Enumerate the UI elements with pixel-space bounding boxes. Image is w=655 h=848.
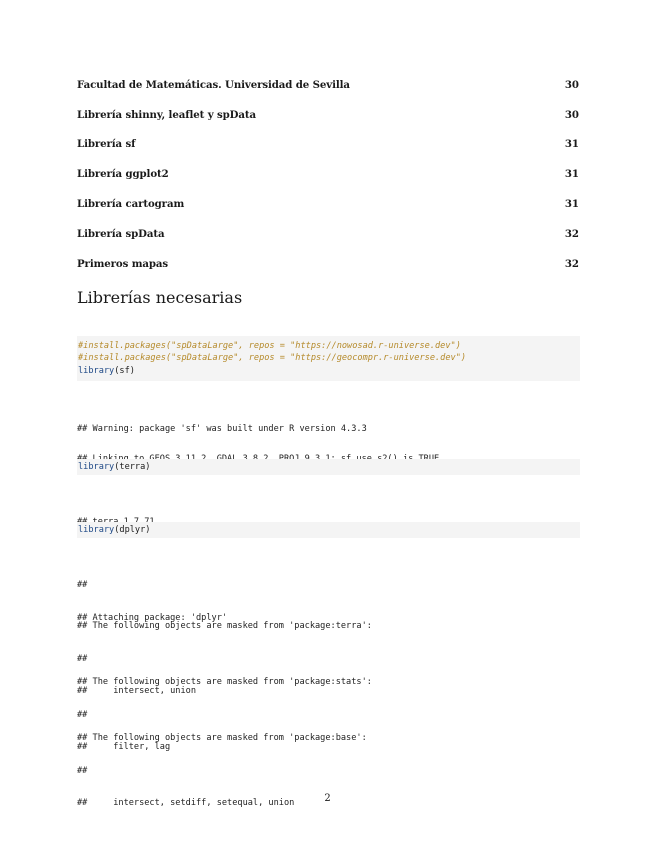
code-function: library	[78, 365, 115, 376]
code-argument: (dplyr)	[114, 525, 151, 535]
page-number: 2	[324, 793, 331, 804]
output-line: ## Warning: package 'sf' was built under R version 4.3.3	[77, 424, 367, 434]
code-comment: #install.packages("spDataLarge", repos = "https://nowosad.r-universe.dev")	[78, 341, 461, 351]
toc-entry-page: 30	[564, 108, 579, 121]
toc-entry-title: Librería cartogram	[77, 198, 185, 211]
toc-entry-page: 31	[564, 138, 579, 151]
toc-entry-title: Librería ggplot2	[77, 168, 169, 181]
toc-entry-title: Librería spData	[77, 227, 165, 240]
output-line: ## filter, lag	[77, 742, 171, 753]
toc-entry-title: Librería sf	[77, 138, 136, 151]
code-argument: (terra)	[114, 462, 151, 472]
toc-entry-page: 32	[564, 227, 579, 240]
output-line: ## Attaching package: 'dplyr'	[77, 612, 228, 623]
code-line	[78, 524, 580, 536]
code-block	[77, 336, 580, 381]
output-line: ##	[77, 580, 88, 590]
code-comment: #install.packages("spDataLarge", repos = "https://geocompr.r-universe.dev")	[78, 353, 467, 364]
toc-entry-title: Primeros mapas	[77, 257, 169, 270]
output-line: ## The following objects are masked from 'package:stats':	[77, 677, 372, 687]
toc-entry-page: 31	[564, 168, 579, 181]
toc-entry[interactable]	[77, 100, 579, 130]
code-line	[78, 365, 580, 377]
toc-entry-title: Facultad de Matemáticas. Universidad de Sevilla	[77, 78, 350, 91]
table-of-contents	[77, 70, 579, 279]
code-line	[78, 461, 580, 473]
toc-entry-page: 30	[564, 78, 579, 91]
output-line: ##	[77, 709, 88, 720]
toc-entry-title: Librería shinny, leaflet y spData	[77, 108, 256, 121]
toc-entry[interactable]	[77, 219, 579, 249]
toc-entry[interactable]	[77, 70, 579, 100]
output-line: ## The following objects are masked from 'package:base':	[77, 733, 367, 743]
output-line: ## intersect, setdiff, setequal, union	[77, 798, 295, 809]
toc-entry-page: 32	[564, 257, 579, 270]
toc-entry-page: 31	[564, 198, 579, 211]
section-heading: Librerías necesarias	[77, 288, 243, 307]
code-argument: (sf)	[114, 365, 135, 376]
console-output	[77, 712, 367, 830]
output-line: ## intersect, union	[77, 686, 196, 697]
toc-entry[interactable]	[77, 249, 579, 279]
output-line: ##	[77, 653, 88, 664]
code-block	[77, 522, 580, 538]
toc-entry[interactable]	[77, 159, 579, 189]
output-line: ## The following objects are masked from 'package:terra':	[77, 621, 372, 631]
output-line: ##	[77, 765, 88, 776]
code-function: library	[78, 462, 115, 472]
code-block	[77, 459, 580, 475]
toc-entry[interactable]	[77, 130, 579, 160]
code-function: library	[78, 525, 115, 535]
toc-entry[interactable]	[77, 189, 579, 219]
